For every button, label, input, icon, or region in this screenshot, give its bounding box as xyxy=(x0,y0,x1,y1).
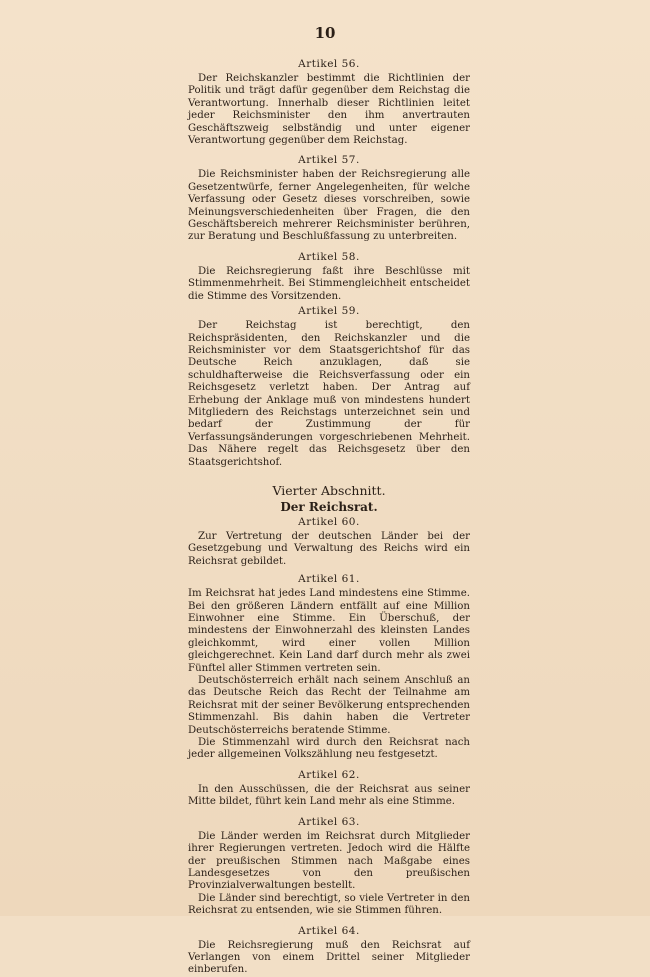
article-62-text: In den Ausschüssen, die der Reichsrat aus seiner Mitte bildet, führt kein Land mehr als eine Stimme. xyxy=(188,783,470,808)
article-61-paragraph-1: Im Reichsrat hat jedes Land mindestens eine Stimme. Bei den größeren Ländern entfällt auf eine Million Einwohner eine Stimme. Ein Überschuß, der mindestens der Einwohnerzahl des kleinsten Landes gleichkommt, wird einer vollen Million gleichgerechnet. Kein Land darf durch mehr als zwei Fünftel aller Stimmen vertreten sein. xyxy=(188,588,470,674)
article-63-title: Artikel 63. xyxy=(298,815,360,828)
article-58-text: Die Reichsregierung faßt ihre Beschlüsse mit Stimmenmehrheit. Bei Stimmengleichheit entscheidet die Stimme des Vorsitzenden. xyxy=(188,265,470,302)
article-56-title: Artikel 56. xyxy=(298,58,360,70)
article-60-title: Artikel 60. xyxy=(298,515,360,528)
article-58-title: Artikel 58. xyxy=(298,250,360,263)
article-64-text: Die Reichsregierung muß den Reichsrat auf Verlangen von einem Drittel seiner Mitglieder einberufen. xyxy=(188,939,470,976)
article-56-text: Der Reichskanzler bestimmt die Richtlinien der Politik und trägt dafür gegenüber dem Reichstag die Verantwortung. Innerhalb dieser Richtlinien leitet jeder Reichsminister den ihm anvertrauten Geschäftszweig selbständig und unter eigener Verantwortung gegenüber dem Reichstag. xyxy=(188,73,470,147)
article-61-title: Artikel 61. xyxy=(298,573,360,586)
page-number: 10 xyxy=(314,24,336,42)
article-60-text: Zur Vertretung der deutschen Länder bei der Gesetzgebung und Verwaltung des Reichs wird ein Reichsrat gebildet. xyxy=(188,530,470,567)
article-57-title: Artikel 57. xyxy=(298,154,360,167)
page-content xyxy=(188,56,470,977)
article-61-paragraph-3: Die Stimmenzahl wird durch den Reichsrat nach jeder allgemeinen Volkszählung neu festgesetzt. xyxy=(188,737,470,761)
article-63-paragraph-2: Die Länder sind berechtigt, so viele Vertreter in den Reichsrat zu entsenden, wie sie Stimmen führen. xyxy=(188,892,470,917)
article-57-text: Die Reichsminister haben der Reichsregierung alle Gesetzentwürfe, ferner Angelegenheiten, für welche Verfassung oder Gesetz dieses vorschreiben, sowie Meinungsverschiedenheiten über Fragen, die den Geschäftsbereich mehrerer Reichsminister berühren, zur Beratung und Beschlußfassung zu unterbreiten. xyxy=(188,169,470,243)
article-62-title: Artikel 62. xyxy=(298,768,360,781)
article-59-title: Artikel 59. xyxy=(298,305,360,318)
article-63-paragraph-1: Die Länder werden im Reichsrat durch Mitglieder ihrer Regierungen vertreten. Jedoch wird die Hälfte der preußischen Stimmen nach Maßgabe eines Landesgesetzes von den preußischen Provinzialverwaltungen bestellt. xyxy=(188,830,470,892)
section-title: Vierter Abschnitt. xyxy=(272,482,386,498)
section-subtitle: Der Reichsrat. xyxy=(280,499,378,514)
article-61-paragraph-2: Deutschösterreich erhält nach seinem Anschluß an das Deutsche Reich das Recht der Teilnahme am Reichsrat mit der seiner Bevölkerung entsprechenden Stimmenzahl. Bis dahin haben die Vertreter Deutschösterreichs beratende Stimme. xyxy=(188,675,470,736)
article-64-title: Artikel 64. xyxy=(298,924,360,937)
article-59-text: Der Reichstag ist berechtigt, den Reichspräsidenten, den Reichskanzler und die Reichsminister vor dem Staatsgerichtshof für das Deutsche Reich anzuklagen, daß sie schuldhafterweise die Reichsverfassung oder ein Reichsgesetz verletzt haben. Der Antrag auf Erhebung der Anklage muß von mindestens hundert Mitgliedern des Reichstags unterzeichnet sein und bedarf der Zustimmung der für Verfassungsänderungen vorgeschriebenen Mehrheit. Das Nähere regelt das Reichsgesetz über den Staatsgerichtshof. xyxy=(188,320,470,468)
